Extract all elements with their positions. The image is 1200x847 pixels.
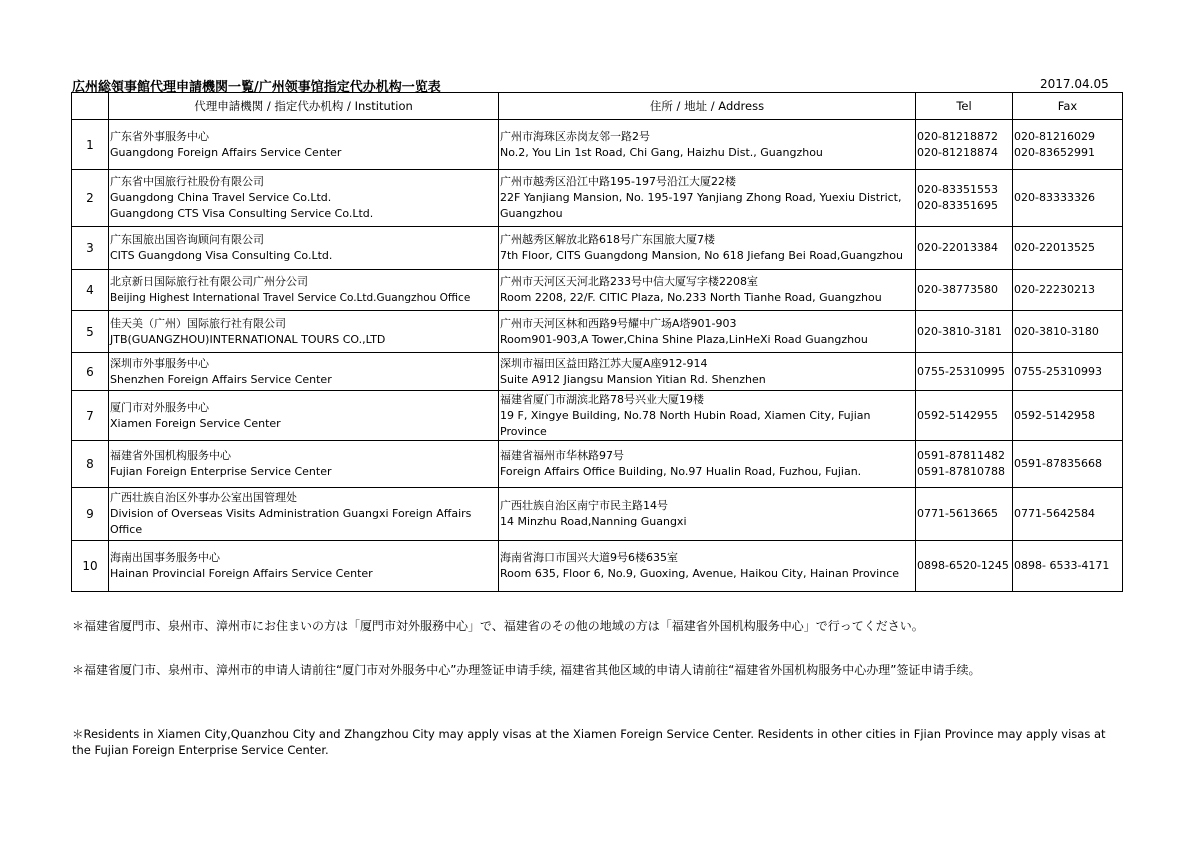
institution-name-en: Division of Overseas Visits Administration Guangxi Foreign Affairs Office [110, 507, 472, 536]
row-number: 5 [72, 311, 109, 353]
address-zh: 海南省海口市国兴大道9号6楼635室 [500, 551, 678, 564]
fax-cell [1013, 391, 1123, 441]
address-cell [499, 120, 916, 170]
tel-number: 0591-87811482 [917, 449, 1005, 462]
institution-name-zh: 海南出国事务服务中心 [110, 551, 220, 564]
address-cell [499, 391, 916, 441]
table-row [72, 541, 1123, 592]
institution-name-zh: 广东国旅出国咨询顾问有限公司 [110, 233, 264, 246]
fax-cell [1013, 488, 1123, 541]
tel-cell [916, 541, 1013, 592]
institution-cell [109, 488, 499, 541]
fax-number: 020-22230213 [1014, 283, 1095, 296]
row-number: 2 [72, 170, 109, 227]
institution-name-en: Hainan Provincial Foreign Affairs Service Center [110, 567, 373, 580]
tel-number: 020-81218874 [917, 145, 998, 159]
tel-cell [916, 120, 1013, 170]
fax-number: 020-22013525 [1014, 241, 1095, 254]
address-zh: 深圳市福田区益田路江苏大厦A座912-914 [500, 356, 708, 370]
table-row [72, 441, 1123, 488]
institution-name-zh: 广东省中国旅行社股份有限公司 [110, 175, 264, 188]
fax-number: 020-3810-3180 [1014, 324, 1099, 338]
institution-name-en: Beijing Highest International Travel Service Co.Ltd.Guangzhou Office [110, 292, 471, 304]
table-header-row [72, 93, 1123, 120]
tel-number: 0591-87810788 [917, 465, 1005, 478]
institution-name-en: Guangdong China Travel Service Co.Ltd. [110, 191, 332, 204]
page-title: 広州総領事館代理申請機関一覧/广州领事馆指定代办机构一览表 [72, 80, 441, 95]
address-cell [499, 311, 916, 353]
header-no [72, 93, 109, 120]
note-chinese: ＊福建省厦门市、泉州市、漳州市的申请人请前往“厦门市对外服务中心”办理签证申请手续, 福建省其他区域的申请人请前往“福建省外国机构服务中心办理”签证申请手续。 [72, 663, 981, 677]
fax-number: 0592-5142958 [1014, 408, 1095, 422]
institution-name-en-2: Guangdong CTS Visa Consulting Service Co.Ltd. [110, 207, 374, 220]
fax-number: 0898- 6533-4171 [1014, 559, 1110, 572]
address-cell [499, 353, 916, 391]
note-japanese: ＊福建省厦門市、泉州市、漳州市にお住まいの方は「厦門市対外服務中心」で、福建省のその他の地域の方は「福建省外国机构服务中心」で行ってください。 [72, 619, 924, 633]
header-address: 住所 / 地址 / Address [499, 93, 916, 120]
institution-cell [109, 353, 499, 391]
tel-cell [916, 353, 1013, 391]
tel-number: 0592-5142955 [917, 408, 998, 422]
fax-cell [1013, 311, 1123, 353]
fax-number: 020-83652991 [1014, 145, 1095, 159]
institution-name-en: Shenzhen Foreign Affairs Service Center [110, 372, 332, 386]
fax-cell [1013, 441, 1123, 488]
note-english: ＊Residents in Xiamen City,Quanzhou City and Zhangzhou City may apply visas at the Xiamen Foreign Service Center. Residents in other cities in Fjian Province may apply visas at the Fujian Foreign Enterprise Service Center. [72, 727, 1106, 757]
institution-name-en: JTB(GUANGZHOU)INTERNATIONAL TOURS CO.,LTD [110, 332, 386, 346]
address-en: 14 Minzhu Road,Nanning Guangxi [500, 515, 687, 528]
institution-name-zh: 福建省外国机构服务中心 [110, 449, 231, 462]
institution-cell [109, 311, 499, 353]
fax-number: 0591-87835668 [1014, 457, 1102, 470]
tel-number: 020-83351553 [917, 183, 998, 196]
fax-cell [1013, 227, 1123, 270]
row-number: 8 [72, 441, 109, 488]
tel-number: 0771-5613665 [917, 507, 998, 520]
address-zh: 广州市天河区林和西路9号耀中广场A塔901-903 [500, 316, 737, 330]
address-en: Room901-903,A Tower,China Shine Plaza,LinHeXi Road Guangzhou [500, 332, 868, 346]
table-body [72, 120, 1123, 592]
institution-name-zh: 北京新日国际旅行社有限公司广州分公司 [110, 275, 308, 288]
institution-name-zh: 广西壮族自治区外事办公室出国管理处 [110, 491, 297, 504]
fax-cell [1013, 541, 1123, 592]
fax-number: 020-83333326 [1014, 191, 1095, 204]
address-en: Room 635, Floor 6, No.9, Guoxing, Avenue, Haikou City, Hainan Province [500, 567, 900, 580]
address-en: No.2, You Lin 1st Road, Chi Gang, Haizhu Dist., Guangzhou [500, 145, 823, 159]
institution-name-zh: 深圳市外事服务中心 [110, 356, 209, 370]
tel-number: 020-83351695 [917, 199, 998, 212]
tel-number: 0898-6520-1245 [917, 559, 1009, 572]
address-en: 7th Floor, CITS Guangdong Mansion, No 618 Jiefang Bei Road,Guangzhou [500, 249, 903, 262]
row-number: 7 [72, 391, 109, 441]
institution-cell [109, 541, 499, 592]
tel-cell [916, 441, 1013, 488]
row-number: 4 [72, 270, 109, 311]
address-zh: 广州市越秀区沿江中路195-197号沿江大厦22楼 [500, 175, 736, 188]
institution-name-en: Xiamen Foreign Service Center [110, 416, 281, 430]
header-fax: Fax [1013, 93, 1123, 120]
institution-cell [109, 120, 499, 170]
institution-name-zh: 厦门市对外服务中心 [110, 400, 209, 414]
address-cell [499, 441, 916, 488]
institution-cell [109, 170, 499, 227]
table-row [72, 227, 1123, 270]
institution-name-en: Fujian Foreign Enterprise Service Center [110, 465, 332, 478]
agency-table [71, 92, 1123, 592]
tel-cell [916, 270, 1013, 311]
tel-cell [916, 391, 1013, 441]
institution-cell [109, 227, 499, 270]
address-en: Room 2208, 22/F. CITIC Plaza, No.233 North Tianhe Road, Guangzhou [500, 291, 882, 304]
tel-cell [916, 311, 1013, 353]
tel-cell [916, 488, 1013, 541]
institution-name-zh: 佳天美（广州）国际旅行社有限公司 [110, 316, 286, 330]
address-zh: 广西壮族自治区南宁市民主路14号 [500, 499, 668, 512]
address-cell [499, 541, 916, 592]
address-cell [499, 270, 916, 311]
tel-number: 0755-25310995 [917, 364, 1005, 378]
fax-number: 0755-25310993 [1014, 364, 1102, 378]
header-tel: Tel [916, 93, 1013, 120]
fax-cell [1013, 270, 1123, 311]
tel-number: 020-38773580 [917, 283, 998, 296]
fax-cell [1013, 170, 1123, 227]
tel-number: 020-22013384 [917, 241, 998, 254]
table-row [72, 353, 1123, 391]
institution-cell [109, 391, 499, 441]
address-zh: 广州越秀区解放北路618号广东国旅大厦7楼 [500, 233, 715, 246]
address-en: Suite A912 Jiangsu Mansion Yitian Rd. Shenzhen [500, 372, 766, 386]
row-number: 6 [72, 353, 109, 391]
tel-number: 020-81218872 [917, 129, 998, 143]
table-row [72, 170, 1123, 227]
tel-cell [916, 170, 1013, 227]
fax-cell [1013, 353, 1123, 391]
address-zh: 福建省厦门市湖滨北路78号兴业大厦19楼 [500, 392, 704, 406]
table-row [72, 120, 1123, 170]
row-number: 3 [72, 227, 109, 270]
institution-cell [109, 270, 499, 311]
tel-number: 020-3810-3181 [917, 324, 1002, 338]
header-institution: 代理申請機関 / 指定代办机构 / Institution [109, 93, 499, 120]
address-zh: 广州市天河区天河北路233号中信大厦写字楼2208室 [500, 275, 758, 288]
fax-number: 020-81216029 [1014, 129, 1095, 143]
address-cell [499, 170, 916, 227]
address-en: 19 F, Xingye Building, No.78 North Hubin Road, Xiamen City, Fujian Province [500, 408, 871, 438]
table-row [72, 311, 1123, 353]
address-en: Foreign Affairs Office Building, No.97 Hualin Road, Fuzhou, Fujian. [500, 465, 862, 478]
institution-cell [109, 441, 499, 488]
address-cell [499, 488, 916, 541]
institution-name-en: CITS Guangdong Visa Consulting Co.Ltd. [110, 249, 333, 262]
document-date: 2017.04.05 [1040, 77, 1109, 91]
institution-name-en: Guangdong Foreign Affairs Service Center [110, 145, 342, 159]
fax-number: 0771-5642584 [1014, 507, 1095, 520]
row-number: 10 [72, 541, 109, 592]
table-row [72, 488, 1123, 541]
row-number: 9 [72, 488, 109, 541]
row-number: 1 [72, 120, 109, 170]
address-cell [499, 227, 916, 270]
table-row [72, 270, 1123, 311]
address-zh: 广州市海珠区赤岗友邻一路2号 [500, 129, 650, 143]
address-zh: 福建省福州市华林路97号 [500, 449, 624, 462]
tel-cell [916, 227, 1013, 270]
table-row [72, 391, 1123, 441]
institution-name-zh: 广东省外事服务中心 [110, 129, 209, 143]
fax-cell [1013, 120, 1123, 170]
address-en: 22F Yanjiang Mansion, No. 195-197 Yanjiang Zhong Road, Yuexiu District, Guangzhou [500, 191, 902, 220]
